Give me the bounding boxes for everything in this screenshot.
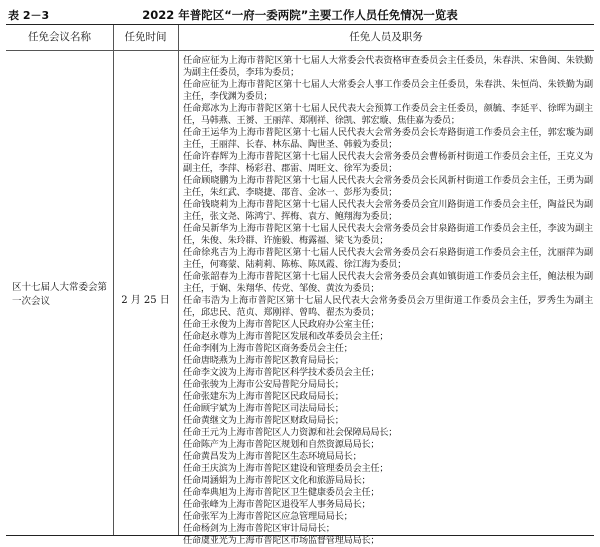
appointment-item: 任命顾晓鹏为上海市普陀区第十七届人民代表大会常务委员会长风新村街道工作委员会主任，王勇为副主任，朱红武、李晓捷、邵音、金冰一、彭彤为委员；: [183, 176, 593, 198]
appointment-item: 任命吴新华为上海市普陀区第十七届人民代表大会常务委员会甘泉路街道工作委员会主任，李波为副主任，朱俊、朱玲群、许施毅、梅露福、梁飞为委员；: [183, 224, 593, 246]
appointment-table: [6, 24, 594, 546]
appointment-item: 任命黄继文为上海市普陀区财政局局长；: [183, 416, 344, 426]
appointment-item: 任命周涵娟为上海市普陀区文化和旅游局局长；: [183, 476, 371, 486]
appointment-item: 任命张峰为上海市普陀区退役军人事务局局长；: [183, 500, 371, 510]
appointment-item: 任命张建东为上海市普陀区民政局局长；: [183, 392, 344, 402]
appointment-item: 任命李文波为上海市普陀区科学技术委员会主任；: [183, 368, 380, 378]
meeting-name-cell: 区十七届人大常委会第一次会议: [12, 282, 108, 307]
title-row: [6, 5, 594, 23]
table-title: 2022 年普陀区“一府一委两院”主要工作人员任免情况一览表: [142, 8, 458, 22]
appointment-item: 任命王庆滨为上海市普陀区建设和管理委员会主任；: [183, 464, 389, 474]
date-cell: 2 月 25 日: [121, 295, 170, 306]
appointment-item: 任命张军为上海市普陀区应急管理局局长；: [183, 512, 353, 522]
appointment-item: 任命顾宇斌为上海市普陀区司法局局长；: [183, 404, 344, 414]
appointment-item: 任命张韶春为上海市普陀区第十七届人民代表大会常务委员会真如镇街道工作委员会主任，鲍法根为副主任，于娴、朱翔华、传党、邹俊、黄汝为委员；: [183, 272, 593, 294]
appointment-item: 任命虞亚光为上海市普陀区市场监督管理局局长；: [183, 536, 380, 546]
appointment-item: 任命杨剑为上海市普陀区审计局局长；: [183, 524, 335, 534]
table-header: [6, 25, 594, 51]
header-personnel: 任免人员及职务: [349, 31, 423, 43]
header-time: 任免时间: [124, 31, 167, 43]
column-divider: [178, 25, 179, 535]
appointment-item: 任命李刚为上海市普陀区商务委员会主任；: [183, 344, 353, 354]
appointment-item: 任命钱晓莉为上海市普陀区第十七届人民代表大会常务委员会宜川路街道工作委员会主任，陶益民为副主任，张文尧、陈鸿宁、挥梅、袁方、鲍翔海为委员；: [183, 200, 593, 222]
appointment-item: 任命王永俊为上海市普陀区人民政府办公室主任；: [183, 320, 380, 330]
appointment-item: 任命徐兆吉为上海市普陀区第十七届人民代表大会常务委员会石泉路街道工作委员会主任，沈丽萍为副主任，何骞蒙、陆莉莉、陈栋、陈凤霞、徐江海为委员；: [183, 248, 593, 270]
appointment-item: 任命王运华为上海市普陀区第十七届人民代表大会常务委员会长寿路街道工作委员会主任，郭宏璇为副主任，王丽萍、长春、林东晶、陶世圣、韩毅为委员；: [183, 128, 593, 150]
appointment-item: 任命应征为上海市普陀区第十七届人大常委会代表资格审查委员会主任委员，朱春洪、宋鲁闽、朱铁勤为副主任委员，李玮为委员；: [183, 56, 593, 78]
appointment-item: 任命陈产为上海市普陀区规划和自然资源局局长；: [183, 440, 380, 450]
column-divider: [113, 25, 114, 535]
appointment-item: 任命赵永尊为上海市普陀区发展和改革委员会主任；: [183, 332, 389, 342]
appointment-item: 任命唐晓燕为上海市普陀区教育局局长；: [183, 356, 344, 366]
appointment-item: 任命应征为上海市普陀区第十七届人大常委会人事工作委员会主任委员，朱春洪、朱恒尚、朱铁勤为副主任，李伐渊为委员；: [183, 80, 593, 102]
personnel-list: [183, 55, 593, 547]
appointment-item: 任命奉典旭为上海市普陀区卫生健康委员会主任；: [183, 488, 380, 498]
appointment-item: 任命黄昌发为上海市普陀区生态环境局局长；: [183, 452, 362, 462]
appointment-item: 任命王元为上海市普陀区人力资源和社会保障局局长；: [183, 428, 398, 438]
appointment-item: 任命韦浩为上海市普陀区第十七届人民代表大会常务委员会万里街道工作委员会主任，罗秀生为副主任，邱忠民、范贞、郑刚祥、曾鸣、翟杰为委员；: [183, 296, 593, 318]
appointment-item: 任命郑冰为上海市普陀区第十七届人民代表大会预算工作委员会主任委员，颜毓、李延平、徐晖为副主任，马韩燕、王赟、王丽萍、郑刚祥、徐凯、郭宏璇、焦佳嘉为委员；: [183, 104, 593, 126]
table-label: 表 2－3: [8, 9, 50, 22]
appointment-item: 任命许春辉为上海市普陀区第十七届人民代表大会常务委员会曹杨新村街道工作委员会主任，王克义为副主任，李萍、杨彩君、郡雷、周旺文、徐军为委员；: [183, 152, 593, 174]
appointment-item: 任命张骏为上海市公安局普陀分局局长；: [183, 380, 344, 390]
header-meeting: 任免会议名称: [28, 31, 91, 43]
